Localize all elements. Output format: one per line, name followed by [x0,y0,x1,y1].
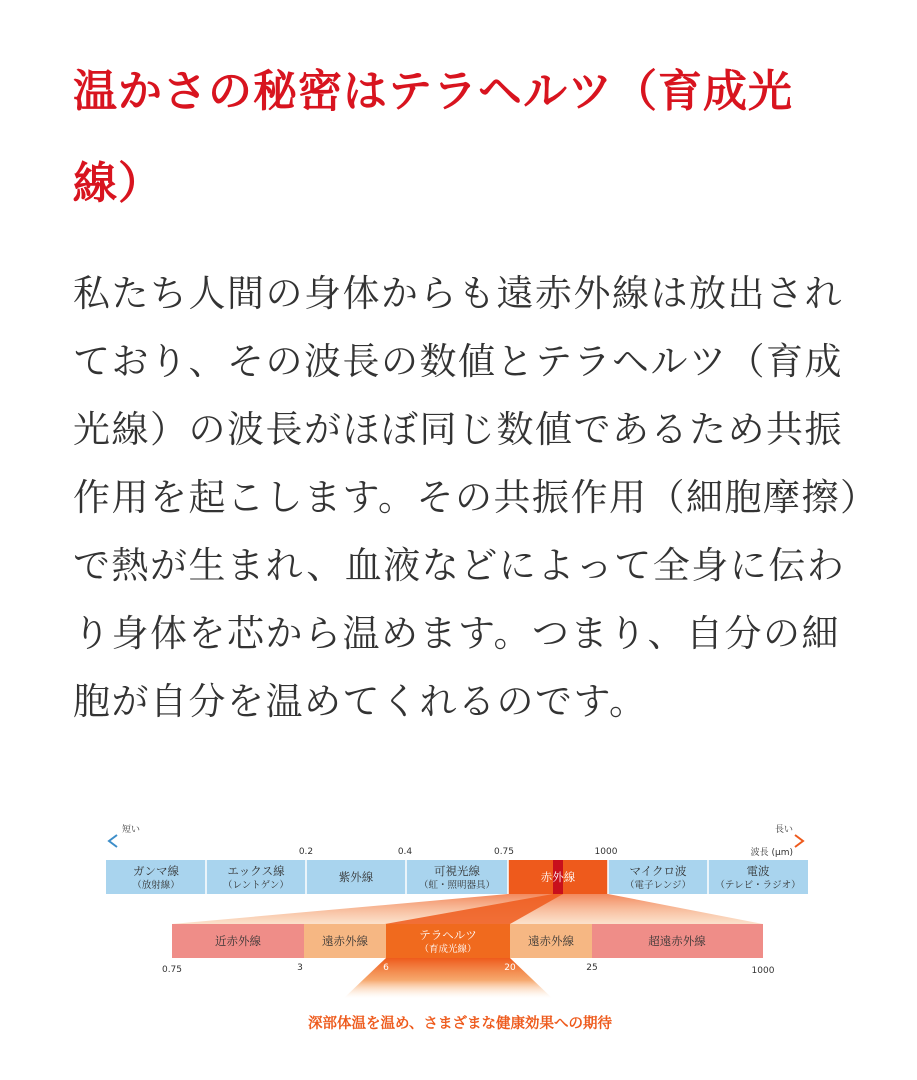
infrared-label-near: 近赤外線 [215,934,261,948]
infrared-label-far-1: 遠赤外線 [322,934,368,948]
spectrum-label-radio: 電波 [746,864,770,878]
infrared-label-terahertz: テラヘルツ [419,928,477,942]
bottom-tick-1: 3 [297,963,303,973]
top-tick-3: 1000 [594,847,618,857]
wavelength-diagram [100,808,820,1048]
wavelength-diagram-svg [100,808,820,1048]
short-label: 短い [122,825,141,835]
long-label: 長い [774,825,793,835]
spectrum-sub-gamma: （放射線） [132,880,180,891]
page-title: 温かさの秘密はテラヘルツ（育成光線） [73,66,793,209]
bottom-tick-3: 20 [504,963,516,973]
top-tick-2: 0.75 [493,847,515,857]
top-tick-0: 0.2 [298,847,314,857]
diagram-caption: 深部体温を温め、さまざまな健康効果への期待 [308,1016,612,1032]
spectrum-label-visible: 可視光線 [434,864,480,878]
infrared-label-far-2: 遠赤外線 [528,934,574,948]
bottom-tick-4: 25 [586,963,598,973]
top-tick-1: 0.4 [397,847,413,857]
unit-label: 波長 (μm) [750,848,793,858]
spectrum-label-microwave: マイクロ波 [629,864,687,878]
spectrum-label-uv: 紫外線 [338,870,374,884]
spectrum-sub-microwave: （電子レンジ） [624,880,692,891]
body-paragraph: 私たち人間の身体からも遠赤外線は放出されており、その波長の数値とテラヘルツ（育成光線）の波長がほぼ同じ数値であるため共振作用を起こします。その共振作用（細胞摩擦）で熱が生まれ、血液などによって全身に伝わり身体を芯から温めます。つまり、自分の細胞が自分を温めてくれるのです。 [73,272,861,723]
spectrum-label-infrared: 赤外線 [540,870,576,884]
spectrum-sub-visible: （虹・照明器具） [418,880,496,891]
terahertz-glow [344,958,552,998]
bottom-tick-2: 6 [383,963,389,973]
bottom-tick-5: 1000 [751,966,775,976]
spectrum-label-xray: エックス線 [227,864,285,878]
infrared-label-extreme-far: 超遠赤外線 [648,934,706,948]
spectrum-label-gamma: ガンマ線 [133,864,179,878]
infrared-sub-terahertz: （育成光線） [419,944,477,955]
bottom-tick-0: 0.75 [161,965,183,975]
spectrum-sub-xray: （レントゲン） [223,880,289,891]
spectrum-sub-radio: （テレビ・ラジオ） [715,880,801,891]
